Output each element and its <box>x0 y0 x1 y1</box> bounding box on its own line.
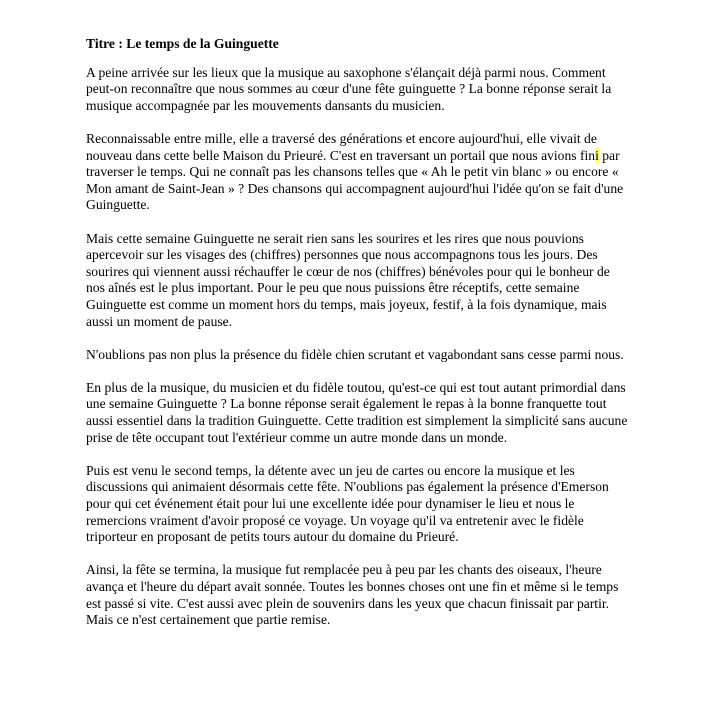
document-title: Titre : Le temps de la Guinguette <box>86 36 279 51</box>
paragraph-1: A peine arrivée sur les lieux que la musique au saxophone s'élançait déjà parmi nous. Comment peut-on reconnaître que nous sommes au cœur d'une fête guinguette ? La bonne réponse serait la musique accompagnée par les mouvements dansants du musicien. <box>86 64 612 113</box>
paragraph-2 <box>86 131 632 214</box>
paragraph-6: Puis est venu le second temps, la détente avec un jeu de cartes ou encore la musique et les discussions qui animaient désormais cette fête. N'oublions pas également la présence d'Emerson pour qui cet événement était pour lui une excellente idée pour dynamiser le lieu et nous le remercions vraiment d'avoir proposé ce voyage. Un voyage qu'il va entretenir avec le fidèle triporteur en proposant de petits tours autour du domaine du Prieuré. <box>86 462 609 545</box>
paragraph-2-text-before: Reconnaissable entre mille, elle a traversé des générations et encore aujourd'hui, elle vivait de nouveau dans cette belle Maison du Prieuré. C'est en traversant un portail que nous avions fin <box>86 130 597 163</box>
paragraph-5: En plus de la musique, du musicien et du fidèle toutou, qu'est-ce qui est tout autant primordial dans une semaine Guinguette ? La bonne réponse serait également le repas à la bonne franquette tout aussi essentiel dans la tradition Guinguette. Cette tradition est simplement la simplicité sans aucune prise de tête occupant tout l'extérieur comme un autre monde dans un monde. <box>86 379 628 445</box>
paragraph-3: Mais cette semaine Guinguette ne serait rien sans les sourires et les rires que nous pouvions apercevoir sur les visages des (chiffres) personnes que nous accompagnons tous les jours. Des sourires qui viennent aussi réchauffer le cœur de nos (chiffres) bénévoles pour qui le bonheur de nos aînés est le plus important. Pour le peu que nous puissions être réceptifs, cette semaine Guinguette est comme un moment hors du temps, mais joyeux, festif, à la fois dynamique, mais aussi un moment de pause. <box>86 230 610 329</box>
paragraph-4: N'oublions pas non plus la présence du fidèle chien scrutant et vagabondant sans cesse parmi nous. <box>86 346 624 362</box>
paragraph-2-text-after: par traverser le temps. Qui ne connaît pas les chansons telles que « Ah le petit vin blanc » ou encore « Mon amant de Saint-Jean » ? Des chansons qui accompagnent aujourd'hui l'idée qu'on se fait d'une Guinguette. <box>86 147 624 213</box>
highlighted-text: i <box>595 147 599 163</box>
document-page <box>86 36 632 645</box>
paragraph-7: Ainsi, la fête se termina, la musique fut remplacée peu à peu par les chants des oiseaux, l'heure avança et l'heure du départ avait sonnée. Toutes les bonnes choses ont une fin et même si le temps est passé si vite. C'est aussi avec plein de souvenirs dans les yeux que chacun finissait par partir. Mais ce n'est certainement que partie remise. <box>86 562 619 628</box>
